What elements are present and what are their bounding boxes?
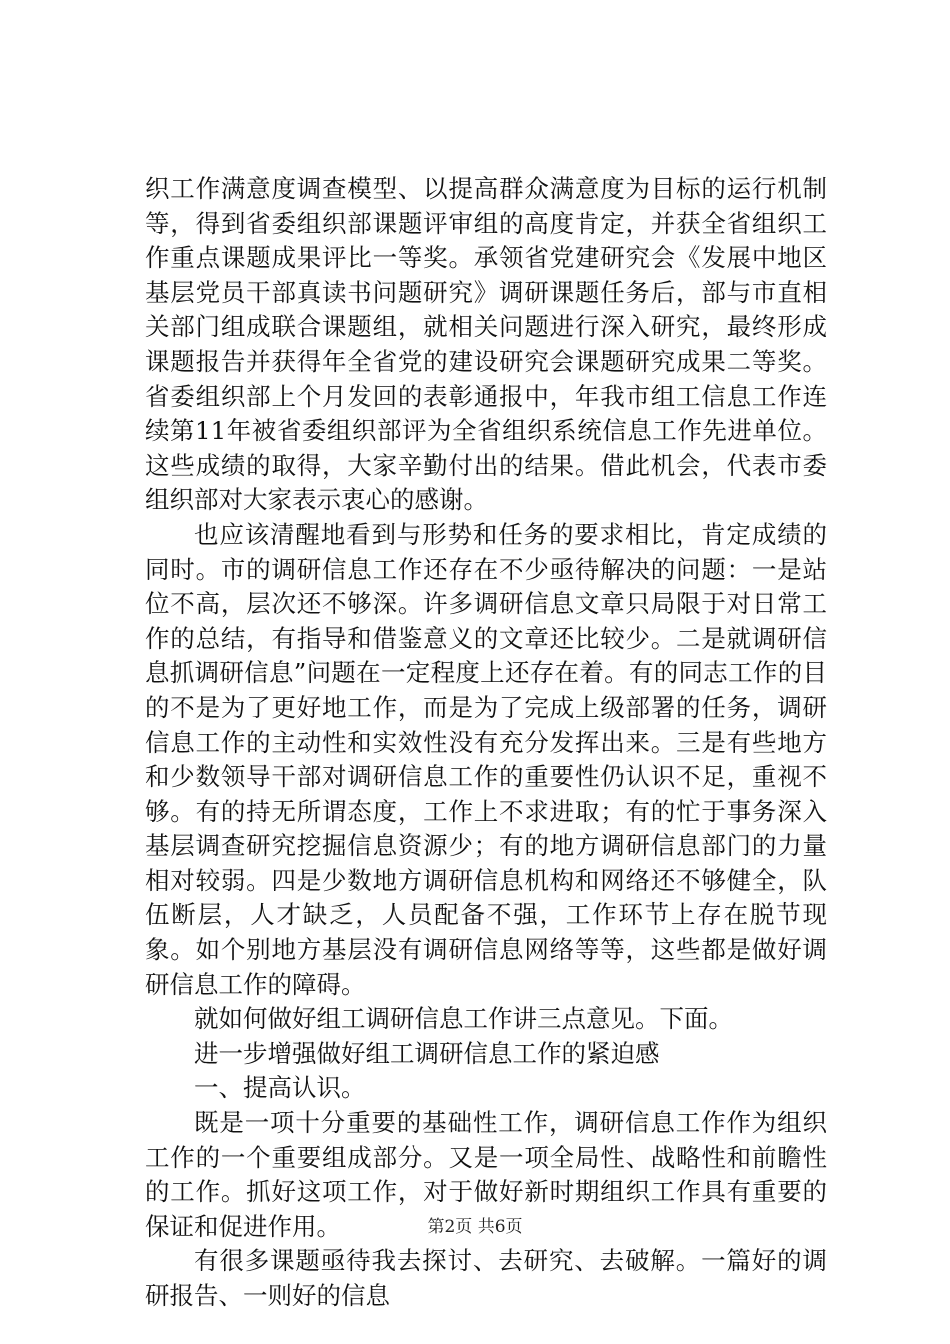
paragraph-importance: 既是一项十分重要的基础性工作，调研信息工作作为组织工作的一个重要组成部分。又是一项全局性、战略性和前瞻性的工作。抓好这项工作，对于做好新时期组织工作具有重要的保证和促进作用。 <box>145 1108 827 1241</box>
paragraph-topics: 有很多课题亟待我去探讨、去研究、去破解。一篇好的调研报告、一则好的信息 <box>145 1246 827 1310</box>
paragraph-continued: 织工作满意度调查模型、以提高群众满意度为目标的运行机制等，得到省委组织部课题评审组的高度肯定，并获全省组织工作重点课题成果评比一等奖。承领省党建研究会《发展中地区基层党员干部真读书问题研究》调研课题任务后，部与市直相关部门组成联合课题组，就相关问题进行深入研究，最终形成课题报告并获得年全省党的建设研究会课题研究成果二等奖。省委组织部上个月发回的表彰通报中，年我市组工信息工作连续第11年被省委组织部评为全省组织系统信息工作先进单位。这些成绩的取得，大家辛勤付出的结果。借此机会，代表市委组织部对大家表示衷心的感谢。 <box>145 174 827 515</box>
document-body <box>145 172 827 1314</box>
paragraph-problems: 也应该清醒地看到与形势和任务的要求相比，肯定成绩的同时。市的调研信息工作还存在不少亟待解决的问题：一是站位不高，层次还不够深。许多调研信息文章只局限于对日常工作的总结，有指导和借鉴意义的文章还比较少。二是就调研信息抓调研信息”问题在一定程度上还存在着。有的同志工作的目的不是为了更好地工作，而是为了完成上级部署的任务，调研信息工作的主动性和实效性没有充分发挥出来。三是有些地方和少数领导干部对调研信息工作的重要性仍认识不足，重视不够。有的持无所谓态度，工作上不求进取；有的忙于事务深入基层调查研究挖掘信息资源少；有的地方调研信息部门的力量相对较弱。四是少数地方调研信息机构和网络还不够健全，队伍断层，人才缺乏，人员配备不强，工作环节上存在脱节现象。如个别地方基层没有调研信息网络等等，这些都是做好调研信息工作的障碍。 <box>145 519 827 999</box>
page-footer: 第2页 共6页 <box>427 1217 523 1237</box>
paragraph-intro: 就如何做好组工调研信息工作讲三点意见。下面。 <box>194 1004 733 1034</box>
section-heading: 进一步增强做好组工调研信息工作的紧迫感 <box>194 1038 660 1068</box>
subsection-heading: 一、提高认识。 <box>194 1073 366 1103</box>
